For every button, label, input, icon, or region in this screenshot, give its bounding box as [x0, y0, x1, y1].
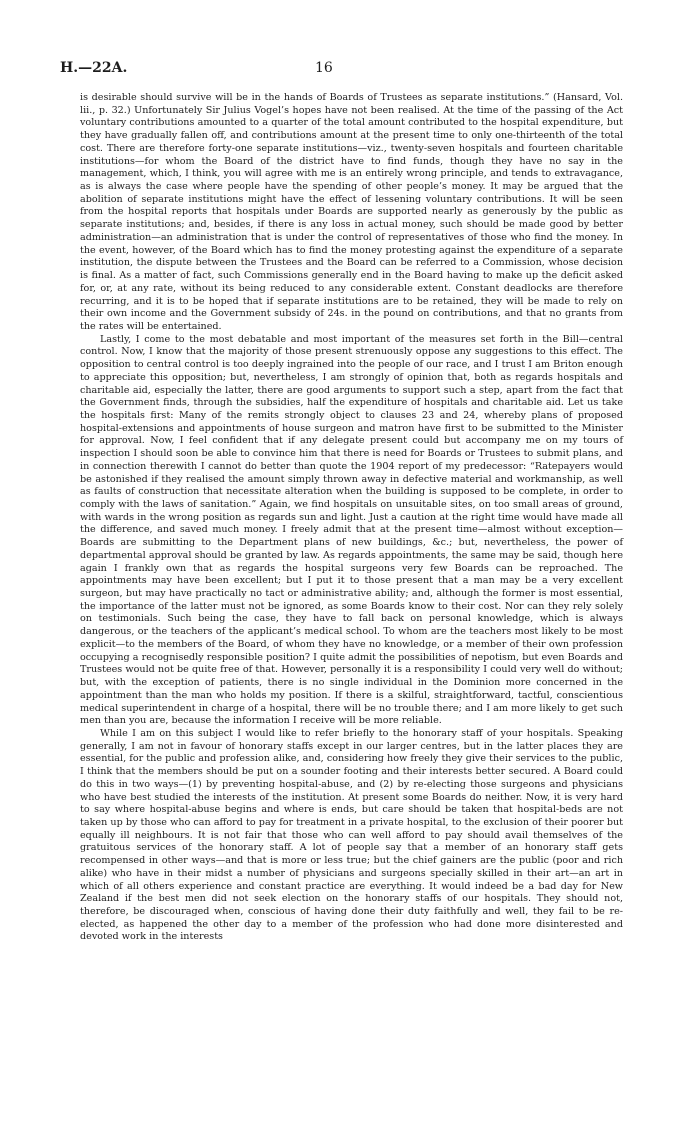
body-text — [80, 92, 623, 944]
page-header — [60, 60, 620, 78]
document-reference: H.—22A. — [60, 60, 128, 76]
paragraph-separate-institutions: is desirable should survive will be in the hands of Boards of Trustees as separate institutions.” (Hansard, Vol. lii., p. 32.) Unfortunately Sir Julius Vogel’s hopes have not been realised. At the time of the passing of the Act voluntary contributions amounted to a quarter of the total amount contributed to the hospital expenditure, but they have gradually fallen off, and contributions amount at the present time to only one-thirteenth of the total cost. There are therefore forty-one separate institutions—viz., twenty-seven hospitals and fourteen charitable institutions—for whom the Board of the district have to find funds, though they have no say in the management, which, I think, you will agree with me is an entirely wrong principle, and tends to extravagance, as is always the case where people have the spending of other people’s money. It may be argued that the abolition of separate institutions might have the effect of lessening voluntary contributions. It will be seen from the hospital reports that hospitals under Boards are supported nearly as generously by the public as separate institutions; and, besides, if there is any loss in actual money, such should be made good by better administration—an administration that is under the control of representatives of those who find the money. In the event, however, of the Board which has to find the money protesting against the expenditure of a separate institution, the dispute between the Trustees and the Board can be referred to a Commission, whose decision is final. As a matter of fact, such Commissions generally end in the Board having to make up the deficit asked for, or, at any rate, without its being reduced to any considerable extent. Constant deadlocks are therefore recurring, and it is to be hoped that if separate institutions are to be retained, they will be made to rely on their own income and the Government subsidy of 24s. in the pound on contributions, and that no grants from the rates will be entertained. — [80, 92, 623, 332]
paragraph-honorary-staff: While I am on this subject I would like to refer briefly to the honorary staff of your hospitals. Speaking generally, I am not in favour of honorary staffs except in our larger centres, but in the latter places they are essential, for the public and profession alike, and, considering how freely they give their services to the public, I think that the members should be put on a sounder footing and their interests better secured. A Board could do this in two ways—(1) by preventing hospital-abuse, and (2) by re-electing those surgeons and physicians who have best studied the interests of the institution. At present some Boards do neither. Now, it is very hard to say where hospital-abuse begins and where is ends, but care should be taken that hospital-beds are not taken up by those who can afford to pay for treatment in a private hospital, to the exclusion of their poorer but equally ill neighbours. It is not fair that those who can well afford to pay should avail themselves of the gratuitous services of the honorary staff. A lot of people say that a member of an honorary staff gets recompensed in other ways—and that is more or less true; but the chief gainers are the public (poor and rich alike) who have in their midst a number of physicians and surgeons specially skilled in their art—an art in which of all others experience and constant practice are everything. It would indeed be a bad day for New Zealand if the best men did not seek election on the honorary staffs of our hospitals. They should not, therefore, be discouraged when, conscious of having done their duty faithfully and well, they fail to be re-elected, as happened the other day to a member of the profession who had done more disinterested and devoted work in the interests — [80, 727, 623, 943]
paragraph-central-control: Lastly, I come to the most debatable and most important of the measures set forth in the Bill—central control. Now, I know that the majority of those present strenuously oppose any suggestions to this effect. The opposition to central control is too deeply ingrained into the people of our race, and I trust I am Briton enough to appreciate this opposition; but, nevertheless, I am strongly of opinion that, both as regards hospitals and charitable aid, especially the latter, there are good arguments to support such a step, apart from the fact that the Government finds, through the subsidies, half the expenditure of hospitals and charitable aid. Let us take the hospitals first: Many of the remits strongly object to clauses 23 and 24, whereby plans of proposed hospital-extensions and appointments of house surgeon and matron have first to be submitted to the Minister for approval. Now, I feel confident that if any delegate present could but accompany me on my tours of inspection I should soon be able to convince him that there is need for Boards or Trustees to submit plans, and in connection therewith I cannot do better than quote the 1904 report of my predecessor: “Ratepayers would be astonished if they realised the amount simply thrown away in defective material and workmanship, as well as faults of construction that necessitate alteration when the building is supposed to be complete, in order to comply with the laws of sanitation.” Again, we find hospitals on unsuitable sites, on too small areas of ground, with wards in the wrong position as regards sun and light. Just a caution at the right time would have made all the difference, and saved much money. I freely admit that at the present time—almost without exception—Boards are submitting to the Department plans of new buildings, &c.; but, nevertheless, the power of departmental approval should be granted by law. As regards appointments, the same may be said, though here again I frankly own that as regards the hospital surgeons very few Boards can be reproached. The appointments may have been excellent; but I put it to those present that a man may be a very excellent surgeon, but may have practically no tact or administrative ability; and, although the former is most essential, the importance of the latter must not be ignored, as some Boards know to their cost. Nor can they rely solely on testimonials. Such being the case, they have to fall back on personal knowledge, which is always dangerous, or the teachers of the applicant’s medical school. To whom are the teachers most likely to be most explicit—to the members of the Board, of whom they have no knowledge, or a member of their own profession occupying a recognisedly responsible position? I quite admit the possibilities of nepotism, but even Boards and Trustees would not be quite free of that. However, personally it is a responsibility I could very well do without; but, with the exception of patients, there is no single individual in the Dominion more concerned in the appointment than the man who holds my position. If there is a skilful, straightforward, tactful, conscientious medical superintendent in charge of a hospital, there will be no trouble there; and I am more likely to get such men than you are, because the information I receive will be more reliable. — [80, 333, 623, 727]
page-number: 16 — [315, 60, 333, 76]
